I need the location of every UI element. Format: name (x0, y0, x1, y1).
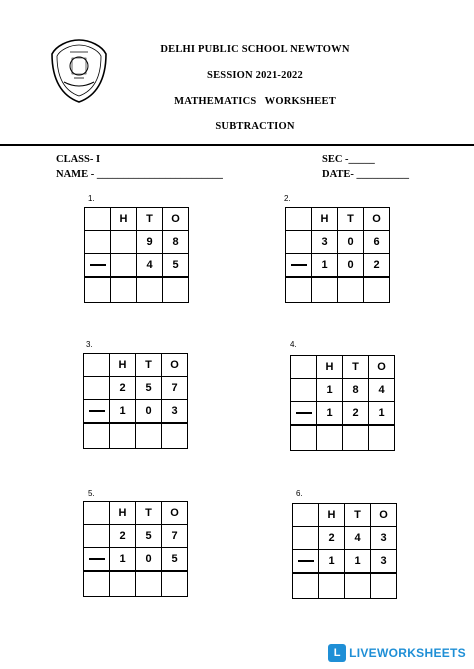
problem-number: 3. (86, 340, 93, 349)
header-divider (0, 144, 474, 146)
hundreds-header: H (319, 504, 345, 527)
subtrahend-digit: 0 (338, 254, 364, 278)
answer-cell[interactable] (111, 277, 137, 303)
minuend-digit: 5 (136, 377, 162, 400)
school-crest-logo (50, 38, 108, 104)
ones-header: O (163, 208, 189, 231)
liveworksheets-brand: LIVEWORKSHEETS (349, 646, 466, 660)
subtrahend-digit: 1 (110, 400, 136, 424)
minuend-digit: 2 (319, 527, 345, 550)
subtrahend-digit: 1 (369, 402, 395, 426)
hundreds-header: H (110, 502, 136, 525)
problem-number: 5. (88, 489, 95, 498)
minuend-digit: 2 (110, 377, 136, 400)
minuend-digit: 7 (162, 377, 188, 400)
subtrahend-digit: 5 (162, 548, 188, 572)
school-name: DELHI PUBLIC SCHOOL NEWTOWN (160, 44, 350, 55)
minuend-digit: 3 (312, 231, 338, 254)
tens-header: T (137, 208, 163, 231)
minuend-digit: 4 (345, 527, 371, 550)
answer-cell[interactable] (137, 277, 163, 303)
answer-cell[interactable] (293, 573, 319, 599)
problem-4-grid (290, 355, 395, 451)
answer-cell[interactable] (84, 423, 110, 449)
problem-1-grid (84, 207, 189, 303)
minuend-digit: 2 (110, 525, 136, 548)
minus-sign (291, 402, 317, 426)
minus-sign (84, 548, 110, 572)
section-field[interactable]: SEC -_____ (322, 154, 375, 165)
answer-cell[interactable] (162, 423, 188, 449)
minuend-digit: 8 (343, 379, 369, 402)
tens-header: T (338, 208, 364, 231)
tens-header: T (343, 356, 369, 379)
tens-header: T (136, 502, 162, 525)
subtrahend-digit: 2 (364, 254, 390, 278)
answer-cell[interactable] (291, 425, 317, 451)
answer-cell[interactable] (364, 277, 390, 303)
answer-cell[interactable] (162, 571, 188, 597)
subtrahend-digit: 0 (136, 548, 162, 572)
answer-cell[interactable] (312, 277, 338, 303)
minuend-digit: 9 (137, 231, 163, 254)
ones-header: O (369, 356, 395, 379)
name-field[interactable]: NAME - ________________________ (56, 169, 223, 180)
problem-3-grid (83, 353, 188, 449)
minuend-digit (111, 231, 137, 254)
minuend-digit: 1 (317, 379, 343, 402)
subtrahend-digit: 5 (163, 254, 189, 278)
subtrahend-digit: 4 (137, 254, 163, 278)
hundreds-header: H (110, 354, 136, 377)
minuend-digit: 0 (338, 231, 364, 254)
problem-number: 2. (284, 194, 291, 203)
minuend-digit: 7 (162, 525, 188, 548)
tens-header: T (136, 354, 162, 377)
minus-sign (84, 400, 110, 424)
problem-number: 6. (296, 489, 303, 498)
minus-sign (286, 254, 312, 278)
answer-cell[interactable] (371, 573, 397, 599)
subtrahend-digit: 1 (317, 402, 343, 426)
ones-header: O (364, 208, 390, 231)
minuend-digit: 4 (369, 379, 395, 402)
answer-cell[interactable] (85, 277, 111, 303)
problem-2-grid (285, 207, 390, 303)
subtrahend-digit (111, 254, 137, 278)
minuend-digit: 5 (136, 525, 162, 548)
answer-cell[interactable] (338, 277, 364, 303)
ones-header: O (371, 504, 397, 527)
minus-sign (293, 550, 319, 574)
topic-title: SUBTRACTION (215, 121, 295, 132)
answer-cell[interactable] (136, 423, 162, 449)
problem-number: 4. (290, 340, 297, 349)
subtrahend-digit: 2 (343, 402, 369, 426)
problem-number: 1. (88, 194, 95, 203)
answer-cell[interactable] (369, 425, 395, 451)
answer-cell[interactable] (286, 277, 312, 303)
problem-6-grid (292, 503, 397, 599)
problem-5-grid (83, 501, 188, 597)
liveworksheets-watermark[interactable] (328, 643, 466, 663)
hundreds-header: H (312, 208, 338, 231)
date-field[interactable]: DATE- __________ (322, 169, 410, 180)
answer-cell[interactable] (317, 425, 343, 451)
ones-header: O (162, 354, 188, 377)
minuend-digit: 3 (371, 527, 397, 550)
minuend-digit: 6 (364, 231, 390, 254)
subtrahend-digit: 3 (371, 550, 397, 574)
answer-cell[interactable] (110, 571, 136, 597)
session-label: SESSION 2021-2022 (207, 70, 303, 81)
answer-cell[interactable] (84, 571, 110, 597)
answer-cell[interactable] (110, 423, 136, 449)
ones-header: O (162, 502, 188, 525)
subtrahend-digit: 0 (136, 400, 162, 424)
answer-cell[interactable] (136, 571, 162, 597)
worksheet-title: MATHEMATICS WORKSHEET (174, 96, 336, 107)
answer-cell[interactable] (319, 573, 345, 599)
subtrahend-digit: 1 (319, 550, 345, 574)
liveworksheets-logo-icon: L (328, 644, 346, 662)
subtrahend-digit: 3 (162, 400, 188, 424)
hundreds-header: H (317, 356, 343, 379)
answer-cell[interactable] (343, 425, 369, 451)
subtrahend-digit: 1 (345, 550, 371, 574)
subtrahend-digit: 1 (312, 254, 338, 278)
minus-sign (85, 254, 111, 278)
tens-header: T (345, 504, 371, 527)
answer-cell[interactable] (163, 277, 189, 303)
subtrahend-digit: 1 (110, 548, 136, 572)
answer-cell[interactable] (345, 573, 371, 599)
hundreds-header: H (111, 208, 137, 231)
class-label: CLASS- I (56, 154, 101, 165)
minuend-digit: 8 (163, 231, 189, 254)
